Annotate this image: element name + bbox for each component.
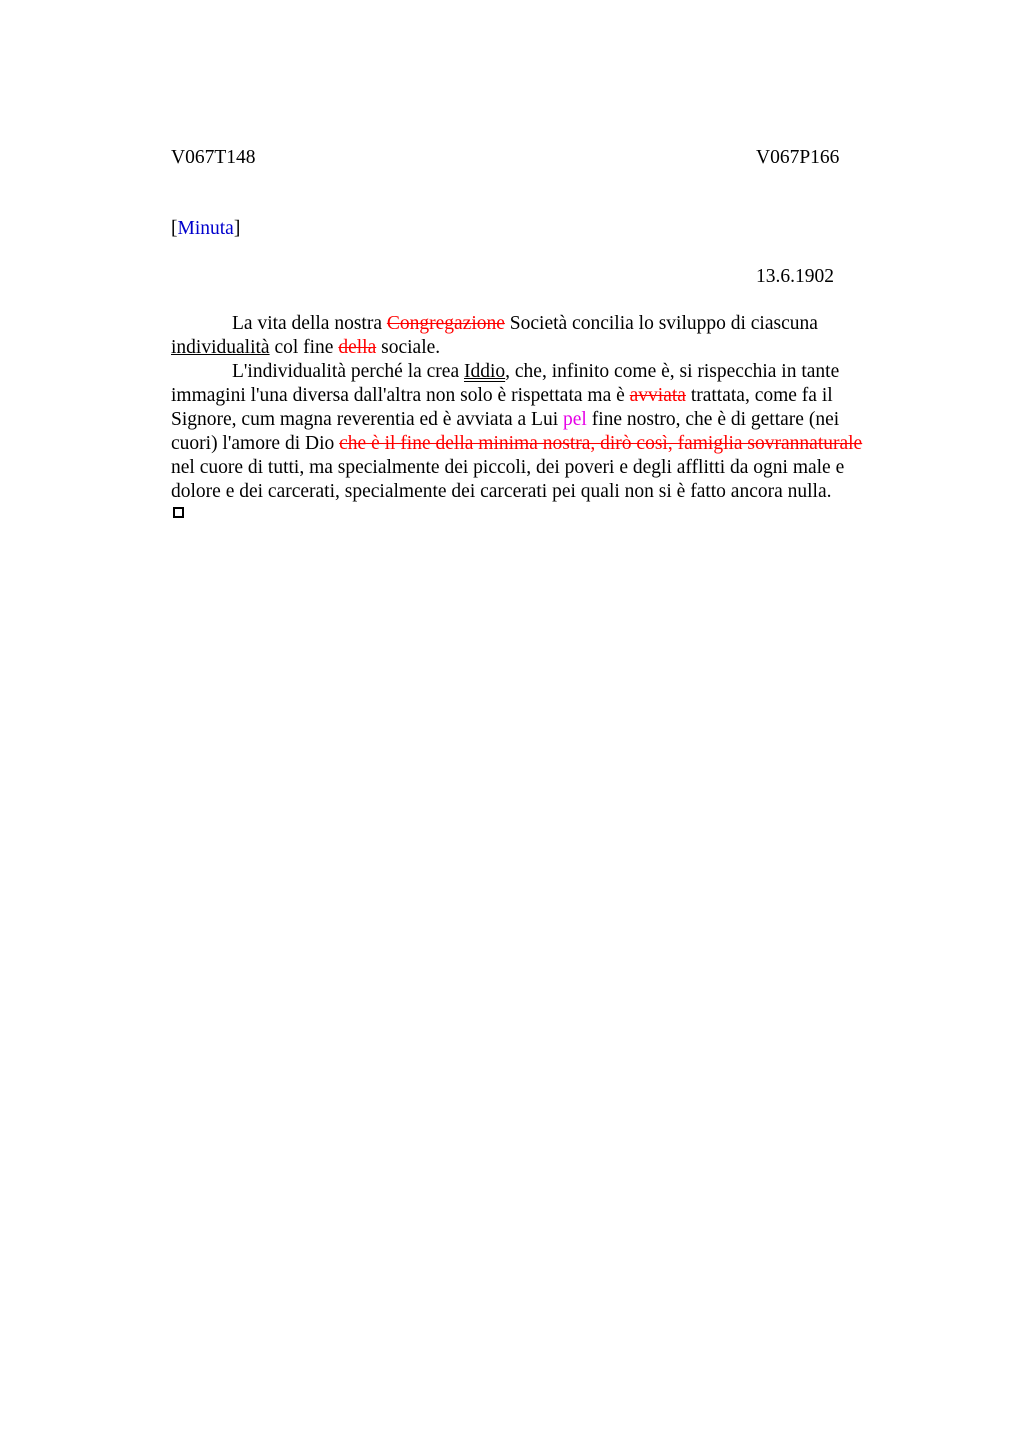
paragraph-2-line-6: dolore e dei carcerati, specialmente dei carcerati pei quali non si è fatto ancora nulla. xyxy=(171,481,832,502)
paragraph-2-line-2 xyxy=(171,384,891,408)
bracket-open: [ xyxy=(171,218,178,239)
paragraph-2-line-1 xyxy=(171,360,891,384)
text-run: cuori) l'amore di Dio xyxy=(171,433,340,454)
text-run: trattata, come fa il xyxy=(685,385,833,406)
end-square-icon xyxy=(173,507,184,518)
paragraph-2-line-3 xyxy=(171,408,891,432)
paragraph-1-line-1 xyxy=(171,312,891,336)
document-reference-right: V067P166 xyxy=(756,147,840,168)
double-underlined-word: Iddio xyxy=(463,361,506,382)
draft-note xyxy=(171,217,240,241)
letter-body xyxy=(171,312,891,504)
bracket-close: ] xyxy=(233,218,241,239)
text-run: col fine xyxy=(269,337,339,358)
document-reference-left: V067T148 xyxy=(171,147,256,168)
text-run: La vita della nostra xyxy=(232,313,387,334)
document-date: 13.6.1902 xyxy=(756,266,834,287)
deleted-word: avviata xyxy=(629,385,686,406)
paragraph-2-line-5: nel cuore di tutti, ma specialmente dei piccoli, dei poveri e degli afflitti da ogni male e xyxy=(171,457,845,478)
text-run: fine nostro, che è di gettare (nei xyxy=(586,409,840,430)
text-run: L'individualità perché la crea xyxy=(232,361,464,382)
text-run: Signore, cum magna reverentia ed è avviata a Lui xyxy=(171,409,563,430)
underlined-word: individualità xyxy=(171,337,270,358)
deleted-word: Congregazione xyxy=(386,313,505,334)
paragraph-1-line-2 xyxy=(171,336,891,360)
draft-label: Minuta xyxy=(177,218,234,239)
deleted-phrase: che è il fine della minima nostra, dirò così, famiglia sovrannaturale xyxy=(339,433,863,454)
paragraph-2-line-4 xyxy=(171,432,891,456)
paragraph-1 xyxy=(171,312,891,360)
inserted-word: pel xyxy=(563,409,587,430)
deleted-word: della xyxy=(338,337,377,358)
text-run: Società concilia lo sviluppo di ciascuna xyxy=(504,313,818,334)
text-run: sociale. xyxy=(376,337,441,358)
paragraph-2 xyxy=(171,360,891,504)
text-run: immagini l'una diversa dall'altra non solo è rispettata ma è xyxy=(171,385,630,406)
text-run: , che, infinito come è, si rispecchia in tante xyxy=(505,361,840,382)
